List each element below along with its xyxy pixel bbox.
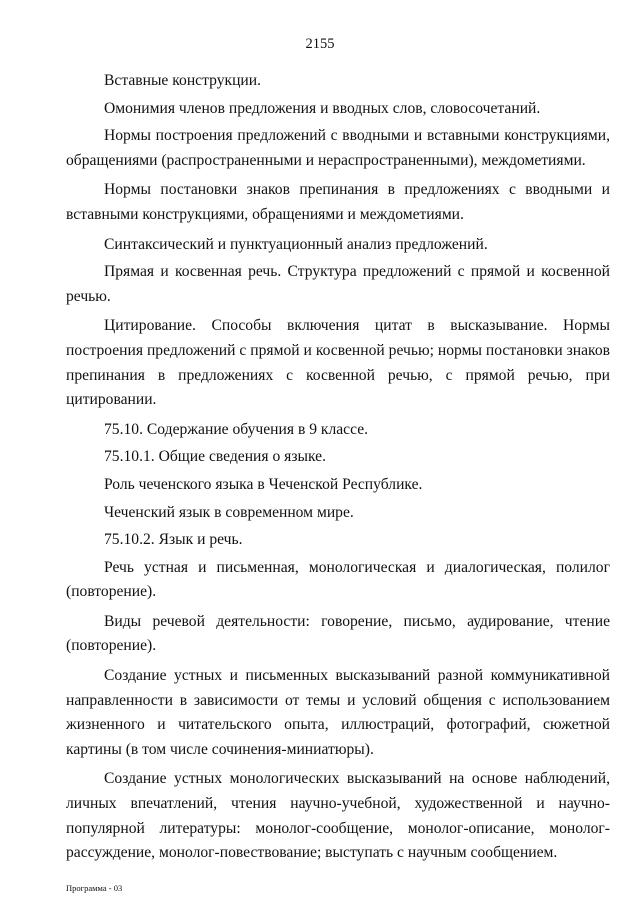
- page-content: [66, 69, 610, 871]
- paragraph-5: Синтаксический и пунктуационный анализ предложений.: [104, 235, 488, 253]
- paragraph-1: Вставные конструкции.: [104, 72, 262, 89]
- paragraph-14: Виды речевой деятельности: говорение, письмо, аудирование, чтение (повторение).: [66, 612, 610, 655]
- paragraph-6: Прямая и косвенная речь. Структура предложений с прямой и косвенной речью.: [66, 263, 610, 305]
- paragraph-3: Нормы построения предложений с вводными и вставными конструкциями, обращениями (распространенными и нераспространенными), междометиями.: [66, 127, 610, 169]
- page-number: 2155: [305, 36, 335, 52]
- page-footer: Программа - 03: [66, 883, 123, 893]
- paragraph-11: Чеченский язык в современном мире.: [104, 503, 354, 521]
- paragraph-15: Создание устных и письменных высказываний разной коммуникативной направленности в зависимости от темы и условий общения с использованием жизненного и читательского опыта, иллюстраций, фотографий, сюжетной картины (в том числе сочинения-миниатюры).: [66, 667, 610, 758]
- paragraph-2: Омонимия членов предложения и вводных слов, словосочетаний.: [104, 99, 541, 117]
- paragraph-10: Роль чеченского языка в Чеченской Республике.: [104, 475, 423, 493]
- section-heading-75-10-1: 75.10.1. Общие сведения о языке.: [104, 448, 326, 466]
- paragraph-4: Нормы постановки знаков препинания в предложениях с вводными и вставными конструкциями, обращениями и междометиями.: [66, 181, 610, 223]
- paragraph-7: Цитирование. Способы включения цитат в высказывание. Нормы построения предложений с прямой и косвенной речью; нормы постановки знаков препинания в предложениях с косвенной речью, с прямой речью, при цитировании.: [66, 317, 610, 409]
- paragraph-13: Речь устная и письменная, монологическая и диалогическая, полилог (повторение).: [66, 558, 610, 601]
- section-heading-75-10-2: 75.10.2. Язык и речь.: [104, 531, 243, 549]
- section-heading-75-10: 75.10. Содержание обучения в 9 классе.: [104, 420, 369, 438]
- paragraph-16: Создание устных монологических высказываний на основе наблюдений, личных впечатлений, чтения научно-учебной, художественной и научно-популярной литературы: монолог-сообщение, монолог-описание, монолог-рассуждение, монолог-повествование; выступать с научным сообщением.: [66, 770, 610, 862]
